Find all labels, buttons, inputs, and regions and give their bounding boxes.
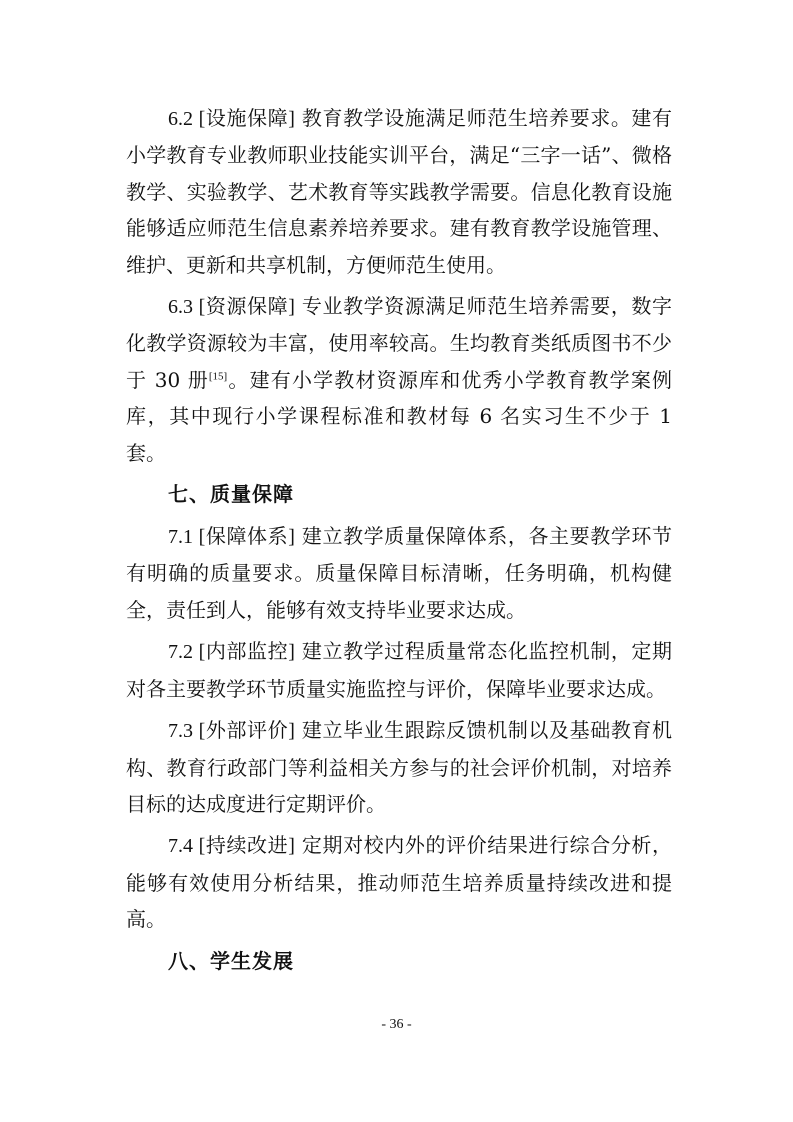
paragraph-7-2 [126,633,672,707]
clause-text-6-3-part1: 专业教学资源满足师范生培养需要，数字化教学资源较为丰富，使用率较高。生均教育类纸质图书不少于 30 册 [126,294,673,392]
paragraph-7-3 [126,712,672,822]
page-number: - 36 - [381,1017,412,1032]
clause-label-7-4: 7.4 [持续改进] [168,835,295,858]
clause-text-6-2: 教育教学设施满足师范生培养要求。建有小学教育专业教师职业技能实训平台，满足“三字一话”、微格教学、实验教学、艺术教育等实践教学需要。信息化教育设施能够适应师范生信息素养培养要求。建有教育教学设施管理、维护、更新和共享机制，方便师范生使用。 [126,106,673,277]
reference-marker: [15] [208,370,228,383]
clause-text-7-4: 定期对校内外的评价结果进行综合分析，能够有效使用分析结果，推动师范生培养质量持续改进和提高。 [126,833,673,932]
clause-label-7-2: 7.2 [内部监控] [168,641,295,664]
clause-text-6-3-part2: 。建有小学教材资源库和优秀小学教育教学案例库，其中现行小学课程标准和教材每 6 名实习生不少于 1 套。 [126,367,672,465]
clause-label-6-2: 6.2 [设施保障] [168,108,295,130]
paragraph-7-1 [126,518,672,628]
paragraph-6-3 [126,288,672,471]
section-heading-8: 八、学生发展 [168,948,294,973]
clause-label-7-1: 7.1 [保障体系] [168,526,295,549]
document-body [126,100,672,985]
clause-label-7-3: 7.3 [外部评价] [168,720,295,743]
paragraph-6-2 [126,100,672,283]
paragraph-7-4 [126,827,672,937]
clause-text-7-2: 建立教学过程质量常态化监控机制，定期对各主要教学环节质量实施监控与评价，保障毕业要求达成。 [126,639,673,701]
section-heading-7: 七、质量保障 [168,482,294,507]
clause-text-7-1: 建立教学质量保障体系，各主要教学环节有明确的质量要求。质量保障目标清晰，任务明确，机构健全，责任到人，能够有效支持毕业要求达成。 [126,524,673,622]
clause-text-7-3: 建立毕业生跟踪反馈机制以及基础教育机构、教育行政部门等利益相关方参与的社会评价机制，对培养目标的达成度进行定期评价。 [126,718,673,816]
clause-label-6-3: 6.3 [资源保障] [168,296,295,319]
